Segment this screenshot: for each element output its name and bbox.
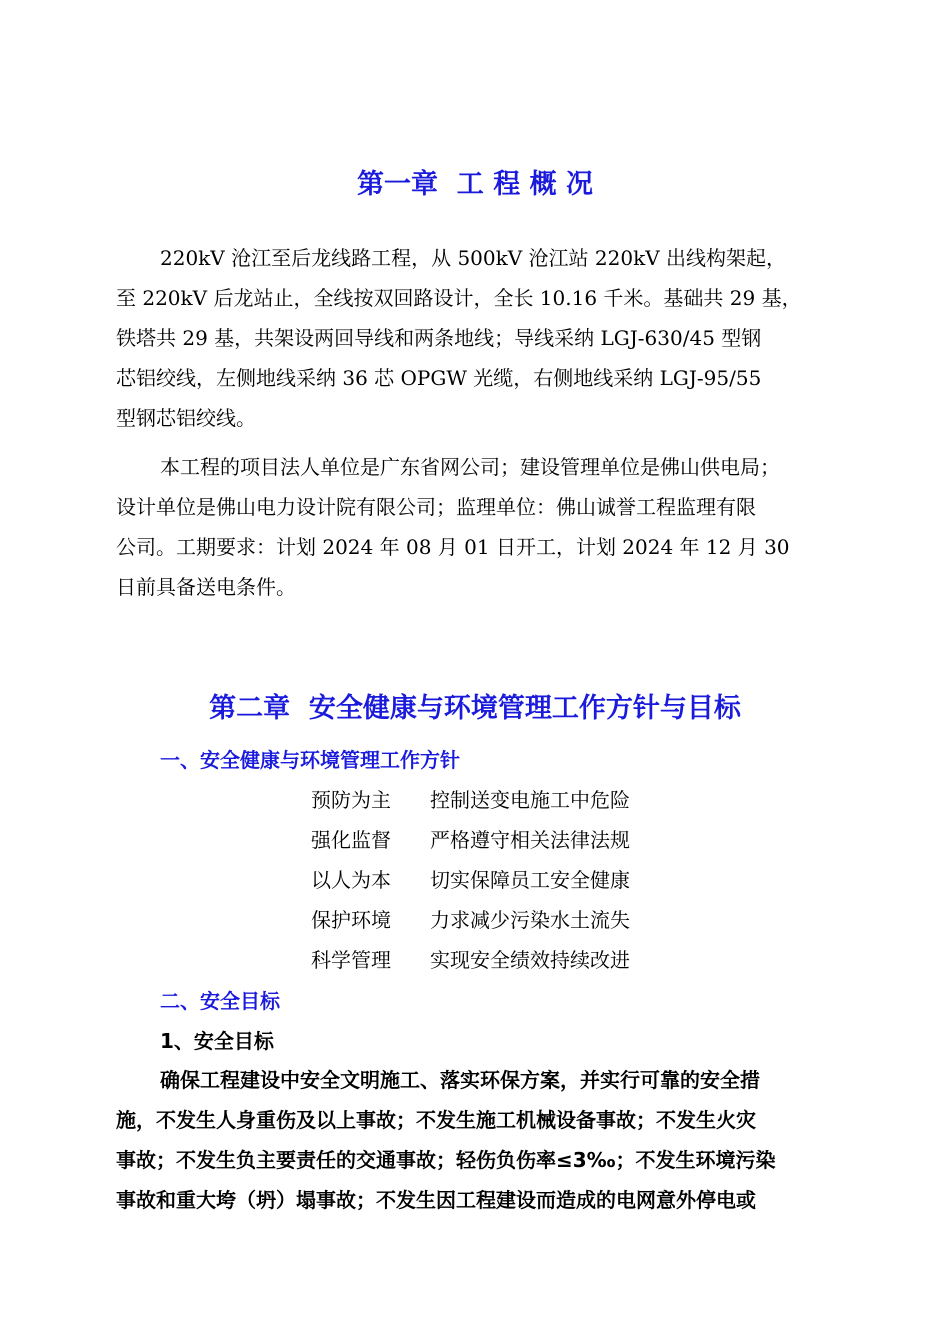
section2-para-line3: 事故；不发生负主要责任的交通事故；轻伤负伤率≤3‰；不发生环境污染 [116, 1148, 776, 1172]
section1-heading: 一、安全健康与环境管理工作方针 [160, 748, 460, 772]
section2-para-line2: 施，不发生人身重伤及以上事故；不发生施工机械设备事故；不发生火灾 [116, 1108, 756, 1132]
chapter1-para1-line2: 至 220kV 后龙站止，全线按双回路设计，全长 10.16 千米。基础共 29 基， [116, 286, 802, 310]
chapter1-para1-line4: 芯铝绞线，左侧地线采纳 36 芯 OPGW 光缆，右侧地线采纳 LGJ-95/55 [116, 366, 762, 390]
section2-heading: 二、安全目标 [160, 989, 280, 1013]
section2-para-line4: 事故和重大垮（坍）塌事故；不发生因工程建设而造成的电网意外停电或 [116, 1188, 756, 1212]
chapter1-title: 第一章 工 程 概 况 [357, 169, 593, 200]
policy-right-3: 切实保障员工安全健康 [430, 868, 630, 892]
policy-left-1: 预防为主 [311, 788, 391, 812]
chapter2-title: 第二章 安全健康与环境管理工作方针与目标 [209, 693, 741, 724]
policy-right-5: 实现安全绩效持续改进 [430, 948, 630, 972]
chapter1-para1-line3: 铁塔共 29 基，共架设两回导线和两条地线；导线采纳 LGJ-630/45 型钢 [116, 326, 762, 350]
policy-right-2: 严格遵守相关法律法规 [430, 828, 630, 852]
chapter1-para2-line4: 日前具备送电条件。 [116, 575, 296, 599]
policy-left-5: 科学管理 [311, 948, 391, 972]
chapter1-para1-line5: 型钢芯铝绞线。 [116, 406, 256, 430]
chapter1-para2-line1: 本工程的项目法人单位是广东省网公司；建设管理单位是佛山供电局； [160, 455, 780, 479]
chapter1-para1-line1: 220kV 沧江至后龙线路工程，从 500kV 沧江站 220kV 出线构架起， [160, 246, 786, 270]
policy-right-1: 控制送变电施工中危险 [430, 788, 630, 812]
section2-para-line1: 确保工程建设中安全文明施工、落实环保方案，并实行可靠的安全措 [160, 1068, 760, 1092]
chapter1-para2-line2: 设计单位是佛山电力设计院有限公司；监理单位：佛山诚誉工程监理有限 [116, 495, 756, 519]
policy-left-2: 强化监督 [311, 828, 391, 852]
policy-right-4: 力求减少污染水土流失 [430, 908, 630, 932]
section2-sub1: 1、安全目标 [160, 1029, 274, 1053]
policy-left-4: 保护环境 [311, 908, 391, 932]
chapter1-para2-line3: 公司。工期要求：计划 2024 年 08 月 01 日开工，计划 2024 年 12 月 30 [116, 535, 790, 559]
policy-left-3: 以人为本 [311, 868, 391, 892]
